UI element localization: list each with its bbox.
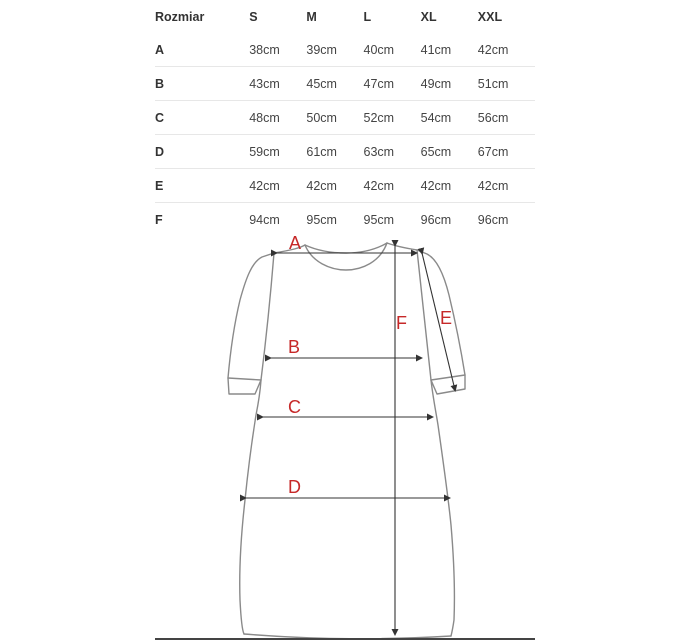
dress-right-armhole [417,250,431,380]
label-b: B [288,337,301,357]
table-cell: 96cm [478,203,535,237]
dress-outline [228,243,465,639]
table-cell: 42cm [364,169,421,203]
size-header-m: M [306,9,317,24]
row-label-b: B [155,67,249,101]
row-label-e: E [155,169,249,203]
table-cell: 48cm [249,101,306,135]
table-cell: 43cm [249,67,306,101]
size-header-xxl: XXL [477,9,503,24]
label-f: F [396,313,407,333]
table-cell: 51cm [478,67,535,101]
dress-left-side [228,245,305,634]
table-cell: 47cm [364,67,421,101]
table-row [155,33,535,67]
measurement-labels [288,233,452,497]
table-cell: 42cm [478,169,535,203]
dress-neckline-back [305,243,387,253]
table-cell: 41cm [420,42,452,57]
table-cell: 49cm [421,67,478,101]
table-cell: 39cm [306,42,337,57]
row-label-f: F [155,203,249,237]
table-cell: 61cm [306,135,363,169]
label-e: E [440,308,453,328]
size-chart-table [155,0,535,236]
table-cell: 94cm [249,203,306,237]
size-table-header-row [155,0,535,33]
label-c: C [288,397,301,417]
measurement-lines [245,245,455,634]
table-cell: 54cm [421,101,478,135]
dress-neckline-front [305,243,387,270]
dress-right-side [387,243,465,636]
row-label-a: A [155,42,165,57]
table-cell: 38cm [249,42,280,57]
table-cell: 96cm [421,203,478,237]
measure-e-line [422,253,455,390]
table-row [155,67,535,101]
row-label-d: D [155,135,249,169]
table-cell: 42cm [477,42,509,57]
table-cell: 52cm [364,101,421,135]
dress-left-cuff [228,378,261,380]
table-row [155,135,535,169]
table-cell: 95cm [306,203,363,237]
size-header-xl: XL [420,9,437,24]
table-cell: 40cm [363,42,395,57]
table-cell: 63cm [364,135,421,169]
table-cell: 42cm [249,169,306,203]
size-header-s: S [249,9,258,24]
table-row [155,101,535,135]
table-cell: 45cm [306,67,363,101]
size-header-l: L [363,9,372,24]
table-cell: 67cm [478,135,535,169]
label-d: D [288,477,301,497]
table-row [155,203,535,237]
table-cell: 65cm [421,135,478,169]
table-row [155,169,535,203]
label-a: A [289,233,302,253]
size-table-header-label: Rozmiar [155,9,205,24]
table-cell: 59cm [249,135,306,169]
table-cell: 42cm [306,169,363,203]
row-label-c: C [155,101,249,135]
table-cell: 95cm [364,203,421,237]
dress-right-cuff [431,375,465,380]
table-cell: 42cm [421,169,478,203]
table-cell: 50cm [306,101,363,135]
dress-left-armhole [261,253,274,380]
bottom-divider [155,638,535,640]
table-cell: 56cm [478,101,535,135]
